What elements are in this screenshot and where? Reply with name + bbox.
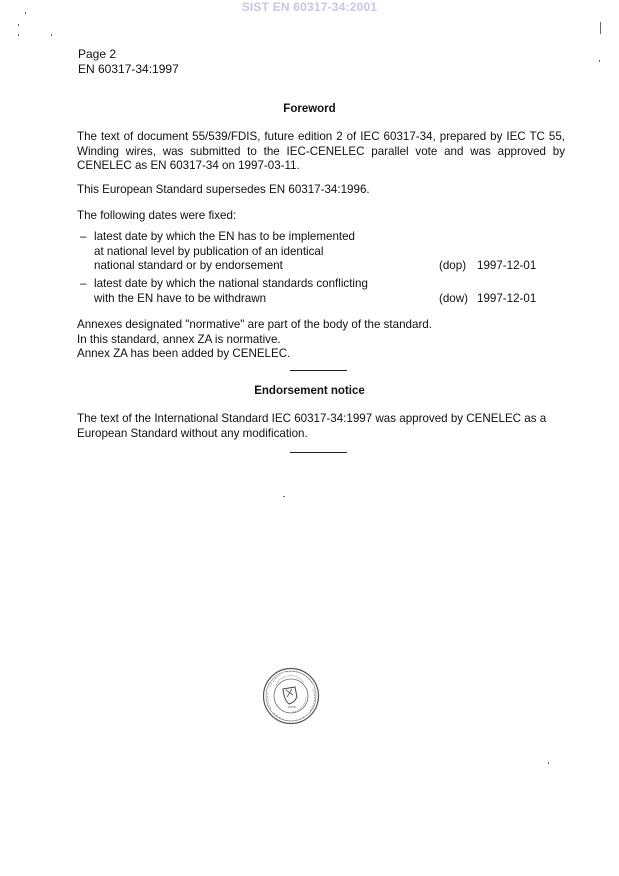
date-item-text xyxy=(94,230,414,274)
date-item-line: latest date by which the national standards conflicting xyxy=(94,277,368,290)
seal-icon xyxy=(262,667,320,725)
annex-line: Annex ZA has been added by CENELEC. xyxy=(77,347,291,360)
dates-intro: The following dates were fixed: xyxy=(77,209,237,222)
scan-speck xyxy=(25,12,26,14)
section-divider xyxy=(290,452,347,453)
scan-speck xyxy=(51,34,52,36)
date-item-line: with the EN have to be withdrawn xyxy=(94,291,267,305)
section-divider xyxy=(290,370,347,371)
foreword-title: Foreword xyxy=(283,103,336,115)
scan-speck xyxy=(599,60,600,62)
document-id: EN 60317-34:1997 xyxy=(78,62,179,76)
date-item-line: national standard or by endorsement xyxy=(94,259,283,272)
date-item-text xyxy=(94,277,414,306)
page-number: Page 2 xyxy=(78,47,117,61)
list-dash: – xyxy=(80,230,87,243)
scan-speck xyxy=(600,22,601,34)
page-header xyxy=(78,47,179,77)
watermark: SIST EN 60317-34:2001 xyxy=(241,0,378,14)
date-item-line: latest date by which the EN has to be implemented xyxy=(94,230,356,243)
list-dash: – xyxy=(80,277,87,290)
date-item-dow xyxy=(80,277,550,306)
date-item-line: at national level by publication of an identical xyxy=(94,244,324,258)
endorsement-text: The text of the International Standard IEC 60317-34:1997 was approved by CENELEC as a European Standard without any modification. xyxy=(77,412,547,440)
annex-notes xyxy=(77,318,565,362)
official-seal-stamp xyxy=(262,667,320,725)
annex-line: In this standard, annex ZA is normative. xyxy=(77,332,281,346)
scan-speck xyxy=(283,496,285,497)
date-value: 1997-12-01 xyxy=(477,291,537,305)
endorsement-title: Endorsement notice xyxy=(254,385,365,397)
scan-speck xyxy=(548,762,549,764)
scan-speck xyxy=(18,34,19,36)
date-value: 1997-12-01 xyxy=(477,259,537,272)
foreword-paragraph-2: This European Standard supersedes EN 60317-34:1996. xyxy=(77,183,370,196)
scan-speck xyxy=(18,24,19,26)
date-code: (dop) xyxy=(439,259,467,272)
foreword-paragraph-1: The text of document 55/539/FDIS, future edition 2 of IEC 60317-34, prepared by IEC TC 55, Winding wires, was submitted to the IEC-CENELEC parallel vote and was approved by CENELEC as EN 60317-34 on 1997-03-11. xyxy=(77,130,565,172)
date-code: (dow) xyxy=(439,291,468,305)
annex-line: Annexes designated "normative" are part of the body of the standard. xyxy=(77,318,432,331)
date-item-dop xyxy=(80,230,550,274)
